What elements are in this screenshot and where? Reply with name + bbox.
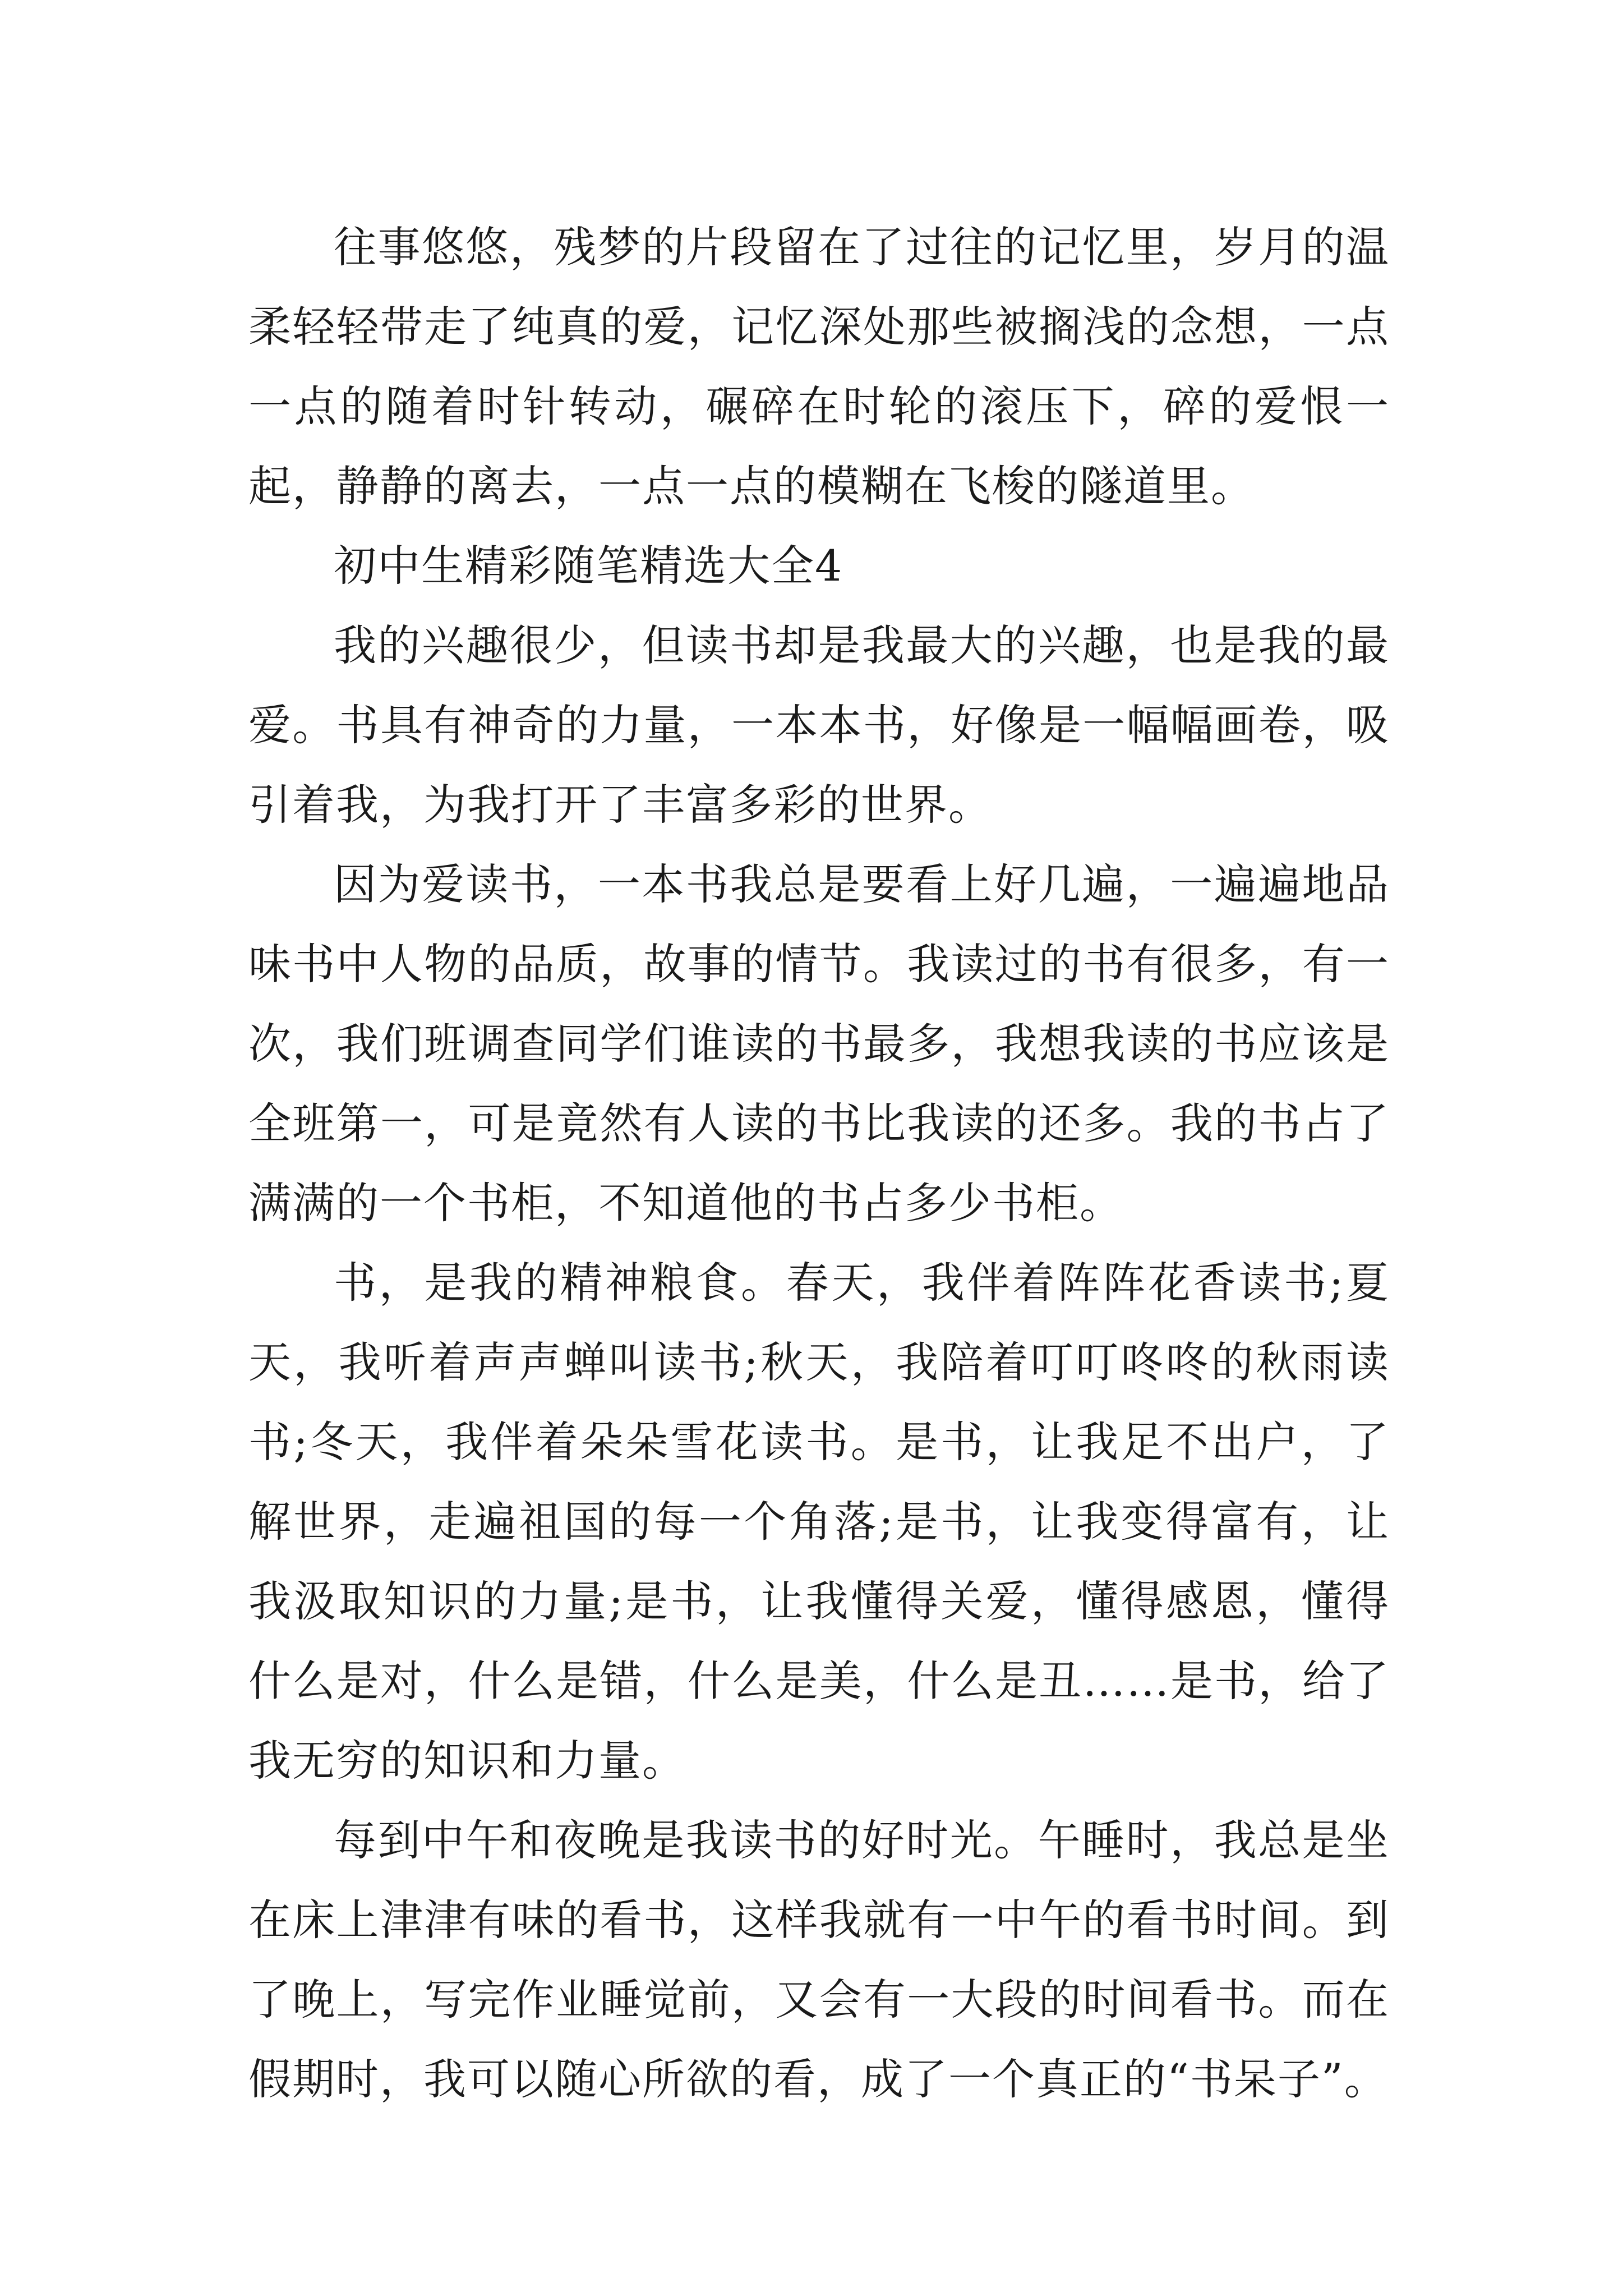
- section-heading: 初中生精彩随笔精选大全4: [334, 541, 843, 591]
- paragraph-memories: 往事悠悠，残梦的片段留在了过往的记忆里，岁月的温柔轻轻带走了纯真的爱，记忆深处那些被搁浅的念想，一点一点的随着时针转动，碾碎在时轮的滚压下，碎的爱恨一起，静静的离去，一点一点的模糊在飞梭的隧道里。: [248, 222, 1390, 511]
- document-body: [248, 208, 1390, 2119]
- paragraph-reading-time: 每到中午和夜晚是我读书的好时光。午睡时，我总是坐在床上津津有味的看书，这样我就有一中午的看书时间。到了晚上，写完作业睡觉前，又会有一大段的时间看书。而在假期时，我可以随心所欲的看，成了一个真正的“书呆子”。: [248, 1815, 1390, 2104]
- paragraph-spiritual-food: 书，是我的精神粮食。春天，我伴着阵阵花香读书;夏天，我听着声声蝉叫读书;秋天，我陪着叮叮咚咚的秋雨读书;冬天，我伴着朵朵雪花读书。是书，让我足不出户，了解世界，走遍祖国的每一个角落;是书，让我变得富有，让我汲取知识的力量;是书，让我懂得关爱，懂得感恩，懂得什么是对，什么是错，什么是美，什么是丑……是书，给了我无穷的知识和力量。: [248, 1258, 1390, 1786]
- paragraph-reading-often: 因为爱读书，一本书我总是要看上好几遍，一遍遍地品味书中人物的品质，故事的情节。我读过的书有很多，有一次，我们班调查同学们谁读的书最多，我想我读的书应该是全班第一，可是竟然有人读的书比我读的还多。我的书占了满满的一个书柜，不知道他的书占多少书柜。: [248, 859, 1390, 1228]
- paragraph-interest: 我的兴趣很少，但读书却是我最大的兴趣，也是我的最爱。书具有神奇的力量，一本本书，好像是一幅幅画卷，吸引着我，为我打开了丰富多彩的世界。: [248, 620, 1390, 830]
